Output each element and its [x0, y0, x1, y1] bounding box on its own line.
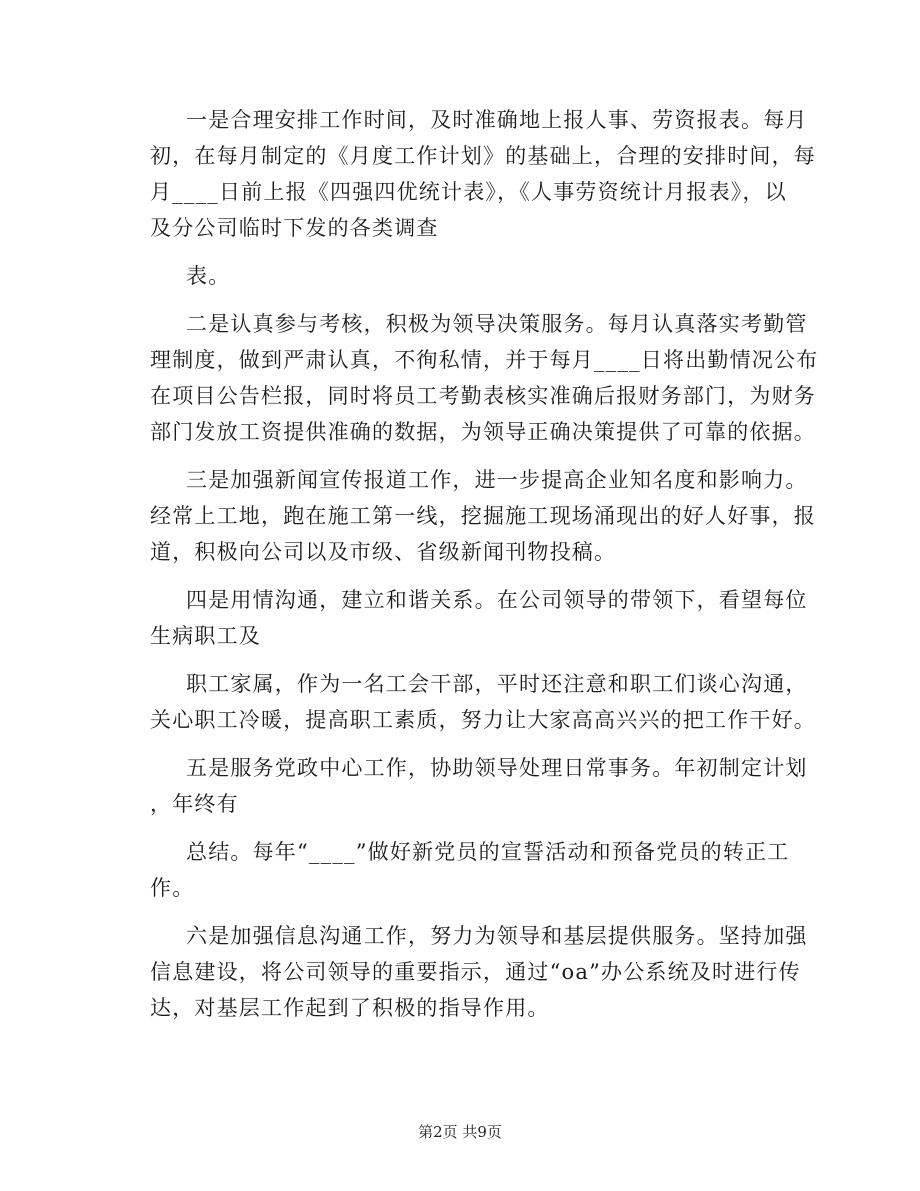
- paragraph-7: [150, 750, 808, 822]
- paragraph-4: [150, 462, 816, 570]
- paragraph-line: 理制度，做到严肃认真，不徇私情，并于每月____日将出勤情况公布: [150, 348, 819, 372]
- paragraph-line: 部门发放工资提供准确的数据，为领导正确决策提供了可靠的依据。: [150, 420, 816, 444]
- paragraph-line: 作。: [150, 876, 195, 900]
- paragraph-line: 月____日前上报《四强四优统计表》，《人事劳资统计月报表》，以: [150, 180, 787, 204]
- paragraph-line: 生病职工及: [150, 624, 261, 648]
- paragraph-8: [150, 834, 790, 906]
- paragraph-line: 六是加强信息沟通工作，努力为领导和基层提供服务。坚持加强: [186, 924, 808, 948]
- paragraph-line: 四是用情沟通，建立和谐关系。在公司领导的带领下，看望每位: [186, 588, 808, 612]
- paragraph-line: 三是加强新闻宣传报道工作，进一步提高企业知名度和影响力。: [186, 468, 808, 492]
- paragraph-line: 一是合理安排工作时间，及时准确地上报人事、劳资报表。每月: [186, 108, 808, 132]
- paragraph-line: 道，积极向公司以及市级、省级新闻刊物投稿。: [150, 540, 617, 564]
- paragraph-line: 及分公司临时下发的各类调查: [150, 216, 439, 240]
- paragraph-line: 五是服务党政中心工作，协助领导处理日常事务。年初制定计划: [186, 756, 808, 780]
- paragraph-line: ，年终有: [150, 792, 239, 816]
- paragraph-5: [150, 582, 808, 654]
- page-number-footer: 第2页 共9页: [418, 1123, 502, 1141]
- paragraph-line: 在项目公告栏报，同时将员工考勤表核实准确后报财务部门，为财务: [150, 384, 816, 408]
- paragraph-line: 达，对基层工作起到了积极的指导作用。: [150, 996, 550, 1020]
- paragraph-1: [150, 102, 816, 246]
- paragraph-6: [150, 666, 816, 738]
- paragraph-line: 信息建设，将公司领导的重要指示，通过“oa”办公系统及时进行传: [150, 960, 801, 984]
- paragraph-line: 初，在每月制定的《月度工作计划》的基础上，合理的安排时间，每: [150, 144, 816, 168]
- paragraph-9: [150, 918, 808, 1026]
- paragraph-line: 经常上工地，跑在施工第一线，挖掘施工现场涌现出的好人好事，报: [150, 504, 816, 528]
- paragraph-line: 职工家属，作为一名工会干部，平时还注意和职工们谈心沟通，: [186, 672, 808, 696]
- paragraph-line: 表。: [186, 264, 231, 288]
- paragraph-line: 关心职工冷暖，提高职工素质，努力让大家高高兴兴的把工作干好。: [150, 708, 816, 732]
- paragraph-2: [150, 258, 776, 294]
- paragraph-line: 二是认真参与考核，积极为领导决策服务。每月认真落实考勤管: [186, 312, 808, 336]
- paragraph-line: 总结。每年“____”做好新党员的宣誓活动和预备党员的转正工: [186, 840, 790, 864]
- document-body: [150, 102, 819, 1038]
- paragraph-3: [150, 306, 819, 450]
